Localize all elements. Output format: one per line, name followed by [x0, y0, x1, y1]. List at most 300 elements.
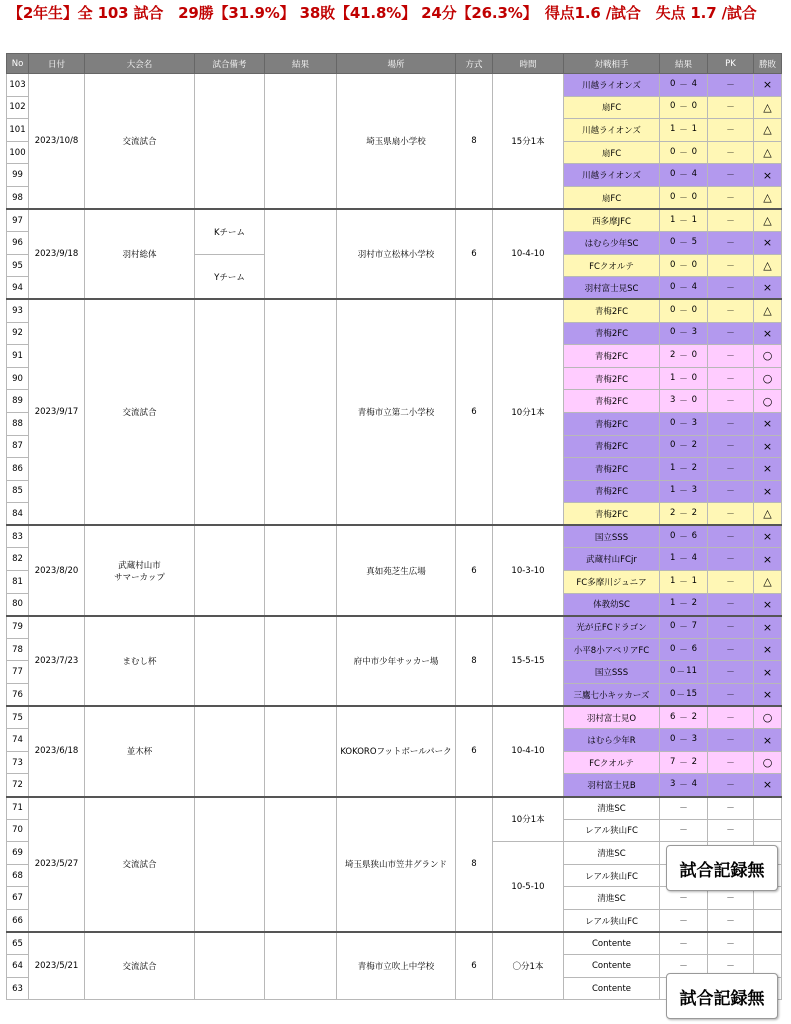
match-no: 84 — [7, 503, 29, 526]
score — [660, 192, 707, 204]
table-header-row — [7, 54, 782, 74]
win-loss-mark: × — [754, 525, 782, 548]
score-against: 4 — [691, 778, 697, 789]
score — [660, 101, 707, 113]
win-loss-mark — [754, 932, 782, 955]
score-separator: － — [679, 758, 688, 769]
match-date: 2023/9/18 — [29, 209, 85, 299]
score-cell — [660, 638, 708, 661]
win-loss-mark — [754, 797, 782, 820]
match-result — [265, 706, 337, 796]
score-cell — [660, 141, 708, 164]
score-separator: － — [679, 171, 688, 182]
score-cell — [660, 751, 708, 774]
tournament-name: 並木杯 — [85, 706, 195, 796]
score-against: 2 — [691, 756, 697, 767]
score-separator: － — [679, 397, 688, 408]
score-for: 0 — [670, 78, 676, 89]
header-no: No — [7, 54, 29, 74]
win-loss-mark: △ — [754, 571, 782, 594]
score-for: 0 — [670, 236, 676, 247]
pk-result: － — [708, 164, 754, 187]
table-row — [7, 616, 782, 639]
score-against: 11 — [686, 666, 697, 677]
match-time: 10-5-10 — [493, 842, 564, 932]
opponent-name: 川越ライオンズ — [564, 164, 660, 187]
match-no: 103 — [7, 74, 29, 97]
score-cell: － — [660, 819, 708, 842]
score-against: 3 — [691, 417, 697, 428]
score-for: 0 — [670, 169, 676, 180]
score-cell — [660, 412, 708, 435]
opponent-name: 西多摩JFC — [564, 209, 660, 232]
header-score: 結果 — [660, 54, 708, 74]
score-cell — [660, 480, 708, 503]
score — [660, 644, 707, 656]
match-no: 86 — [7, 458, 29, 481]
score-cell: － — [660, 909, 708, 932]
match-note — [195, 525, 265, 615]
score-against: 5 — [691, 236, 697, 247]
match-no: 68 — [7, 864, 29, 887]
match-no: 78 — [7, 638, 29, 661]
match-time: 15分1本 — [493, 74, 564, 210]
win-loss-mark: ○ — [754, 706, 782, 729]
win-loss-mark: × — [754, 638, 782, 661]
table-row — [7, 299, 782, 322]
match-no: 99 — [7, 164, 29, 187]
win-loss-mark: △ — [754, 96, 782, 119]
win-loss-mark: × — [754, 458, 782, 481]
opponent-name: 羽村富士見B — [564, 774, 660, 797]
header-result: 結果 — [265, 54, 337, 74]
tournament-name — [85, 525, 195, 615]
venue: 青梅市立吹上中学校 — [337, 932, 456, 1000]
pk-result: － — [708, 955, 754, 978]
score-against: 0 — [691, 304, 697, 315]
pk-result: － — [708, 751, 754, 774]
score-for: 0 — [670, 281, 676, 292]
score-against: 0 — [691, 349, 697, 360]
match-no: 102 — [7, 96, 29, 119]
match-no: 98 — [7, 186, 29, 209]
score — [660, 418, 707, 430]
no-record-note-2: 試合記録無 — [666, 973, 778, 1019]
match-no: 64 — [7, 955, 29, 978]
match-note: Yチーム — [195, 254, 265, 299]
score-for: 0 — [670, 417, 676, 428]
score-separator: － — [679, 351, 688, 362]
table-row — [7, 74, 782, 97]
match-no: 70 — [7, 819, 29, 842]
match-no: 95 — [7, 254, 29, 277]
opponent-name: 青梅2FC — [564, 299, 660, 322]
match-no: 72 — [7, 774, 29, 797]
win-loss-mark: × — [754, 729, 782, 752]
score-for: 0 — [670, 734, 676, 745]
header-note: 試合備考 — [195, 54, 265, 74]
match-no: 97 — [7, 209, 29, 232]
tournament-name: 交流試合 — [85, 932, 195, 1000]
score-against: 1 — [691, 575, 697, 586]
win-loss-mark: × — [754, 74, 782, 97]
win-loss-mark: × — [754, 684, 782, 707]
score-cell — [660, 232, 708, 255]
score-for: 0 — [670, 259, 676, 270]
season-summary: 【2年生】全 103 試合 29勝【31.9%】 38敗【41.8%】 24分【26.3%】 得点1.6 /試合 失点 1.7 /試合 — [8, 4, 757, 22]
match-result — [265, 932, 337, 1000]
score-separator: － — [679, 329, 688, 340]
score — [660, 598, 707, 610]
score — [660, 350, 707, 362]
score-against: 2 — [691, 598, 697, 609]
score-cell: － — [660, 955, 708, 978]
header-format: 方式 — [456, 54, 493, 74]
score-against: 0 — [691, 372, 697, 383]
opponent-name: 扇FC — [564, 96, 660, 119]
match-date: 2023/5/21 — [29, 932, 85, 1000]
score — [660, 260, 707, 272]
match-note: Kチーム — [195, 209, 265, 254]
score-separator: － — [679, 577, 688, 588]
score-for: 1 — [670, 575, 676, 586]
match-note — [195, 932, 265, 1000]
opponent-name: 青梅2FC — [564, 390, 660, 413]
score-cell: － — [660, 932, 708, 955]
score-cell — [660, 367, 708, 390]
score-cell — [660, 684, 708, 707]
match-note — [195, 616, 265, 706]
opponent-name: 清進SC — [564, 887, 660, 910]
score-against: 2 — [691, 462, 697, 473]
score-against: 7 — [691, 621, 697, 632]
score-cell — [660, 706, 708, 729]
score-for: 0 — [670, 327, 676, 338]
score-separator: － — [679, 487, 688, 498]
pk-result: － — [708, 571, 754, 594]
score-cell — [660, 164, 708, 187]
score-for: 0 — [670, 666, 676, 677]
score-separator: － — [679, 736, 688, 747]
score-cell — [660, 186, 708, 209]
score-for: 0 — [670, 643, 676, 654]
match-no: 100 — [7, 141, 29, 164]
pk-result: － — [708, 548, 754, 571]
opponent-name: 青梅2FC — [564, 412, 660, 435]
match-no: 73 — [7, 751, 29, 774]
match-time: 〇分1本 — [493, 932, 564, 1000]
match-no: 94 — [7, 277, 29, 300]
score-cell — [660, 729, 708, 752]
match-no: 101 — [7, 119, 29, 142]
score-for: 1 — [670, 462, 676, 473]
match-note — [195, 797, 265, 933]
score-against: 1 — [691, 214, 697, 225]
format: 6 — [456, 299, 493, 525]
opponent-name: Contente — [564, 932, 660, 955]
pk-result: － — [708, 232, 754, 255]
opponent-name: FCクオルテ — [564, 751, 660, 774]
score-separator: － — [679, 442, 688, 453]
pk-result: － — [708, 819, 754, 842]
tournament-name: 交流試合 — [85, 74, 195, 210]
score — [660, 237, 707, 249]
score — [660, 734, 707, 746]
score-cell — [660, 322, 708, 345]
opponent-name: 光が丘FCドラゴン — [564, 616, 660, 639]
score-separator: － — [679, 283, 688, 294]
win-loss-mark: × — [754, 480, 782, 503]
score-against: 6 — [691, 643, 697, 654]
pk-result: － — [708, 186, 754, 209]
score — [660, 757, 707, 769]
score-for: 2 — [670, 349, 676, 360]
pk-result: － — [708, 909, 754, 932]
win-loss-mark: × — [754, 661, 782, 684]
score-against: 6 — [691, 530, 697, 541]
opponent-name: 国立SSS — [564, 525, 660, 548]
match-no: 89 — [7, 390, 29, 413]
score-against: 0 — [691, 146, 697, 157]
score — [660, 327, 707, 339]
opponent-name: 青梅2FC — [564, 322, 660, 345]
venue: 青梅市立第二小学校 — [337, 299, 456, 525]
score-cell — [660, 593, 708, 616]
score — [660, 305, 707, 317]
score-cell — [660, 299, 708, 322]
match-date: 2023/9/17 — [29, 299, 85, 525]
pk-result: － — [708, 638, 754, 661]
score-cell — [660, 458, 708, 481]
format: 6 — [456, 706, 493, 796]
format: 6 — [456, 525, 493, 615]
win-loss-mark: × — [754, 164, 782, 187]
score — [660, 147, 707, 159]
pk-result: － — [708, 593, 754, 616]
header-pk: PK — [708, 54, 754, 74]
match-time: 10-4-10 — [493, 706, 564, 796]
pk-result: － — [708, 96, 754, 119]
match-no: 93 — [7, 299, 29, 322]
score-separator: － — [679, 645, 688, 656]
pk-result: － — [708, 458, 754, 481]
score — [660, 463, 707, 475]
opponent-name: 川越ライオンズ — [564, 119, 660, 142]
pk-result: － — [708, 277, 754, 300]
win-loss-mark: △ — [754, 299, 782, 322]
score-cell — [660, 661, 708, 684]
score-against: 3 — [691, 734, 697, 745]
header-tournament: 大会名 — [85, 54, 195, 74]
score-against: 2 — [691, 507, 697, 518]
match-result — [265, 616, 337, 706]
opponent-name: レアル狭山FC — [564, 864, 660, 887]
match-no: 66 — [7, 909, 29, 932]
match-no: 96 — [7, 232, 29, 255]
score — [660, 576, 707, 588]
match-no: 79 — [7, 616, 29, 639]
win-loss-mark: △ — [754, 503, 782, 526]
match-result — [265, 797, 337, 933]
score — [660, 485, 707, 497]
opponent-name: 羽村富士見O — [564, 706, 660, 729]
score-for: 1 — [670, 485, 676, 496]
pk-result: － — [708, 412, 754, 435]
win-loss-mark: × — [754, 277, 782, 300]
win-loss-mark: × — [754, 593, 782, 616]
score-against: 1 — [691, 123, 697, 134]
win-loss-mark: × — [754, 412, 782, 435]
match-no: 75 — [7, 706, 29, 729]
score-against: 0 — [691, 395, 697, 406]
match-no: 82 — [7, 548, 29, 571]
win-loss-mark: △ — [754, 119, 782, 142]
match-no: 65 — [7, 932, 29, 955]
header-time: 時間 — [493, 54, 564, 74]
tournament-name-line: 武蔵村山市 — [118, 560, 161, 571]
win-loss-mark: × — [754, 322, 782, 345]
score-against: 0 — [691, 191, 697, 202]
match-no: 69 — [7, 842, 29, 865]
score-against: 2 — [691, 440, 697, 451]
pk-result: － — [708, 729, 754, 752]
score — [660, 124, 707, 136]
score-separator: － — [679, 713, 688, 724]
score-cell — [660, 277, 708, 300]
pk-result: － — [708, 367, 754, 390]
opponent-name: 青梅2FC — [564, 480, 660, 503]
score — [660, 621, 707, 633]
win-loss-mark: × — [754, 232, 782, 255]
score-cell — [660, 119, 708, 142]
win-loss-mark: △ — [754, 141, 782, 164]
opponent-name: 小平8小アペリアFC — [564, 638, 660, 661]
pk-result: － — [708, 435, 754, 458]
venue: 埼玉県扇小学校 — [337, 74, 456, 210]
score — [660, 373, 707, 385]
score-cell — [660, 209, 708, 232]
score-separator: － — [679, 532, 688, 543]
match-result — [265, 299, 337, 525]
match-no: 77 — [7, 661, 29, 684]
opponent-name: レアル狭山FC — [564, 819, 660, 842]
score-separator: － — [679, 80, 688, 91]
score-cell — [660, 435, 708, 458]
score-cell — [660, 96, 708, 119]
opponent-name: 扇FC — [564, 141, 660, 164]
score — [660, 282, 707, 294]
pk-result: － — [708, 503, 754, 526]
score — [660, 712, 707, 724]
match-no: 91 — [7, 345, 29, 368]
match-no: 71 — [7, 797, 29, 820]
win-loss-mark: × — [754, 774, 782, 797]
score-separator: － — [679, 148, 688, 159]
win-loss-mark: ○ — [754, 751, 782, 774]
pk-result: － — [708, 209, 754, 232]
score-for: 0 — [670, 621, 676, 632]
score-cell — [660, 774, 708, 797]
tournament-name-line: サマーカップ — [114, 572, 165, 583]
opponent-name: 青梅2FC — [564, 458, 660, 481]
score-separator: － — [679, 125, 688, 136]
score-against: 3 — [691, 327, 697, 338]
pk-result: － — [708, 141, 754, 164]
match-no: 83 — [7, 525, 29, 548]
score-cell — [660, 571, 708, 594]
opponent-name: 清進SC — [564, 842, 660, 865]
score-separator: － — [679, 216, 688, 227]
score — [660, 508, 707, 520]
score — [660, 215, 707, 227]
pk-result: － — [708, 74, 754, 97]
score-against: 4 — [691, 281, 697, 292]
score-for: 0 — [670, 688, 676, 699]
win-loss-mark: △ — [754, 254, 782, 277]
score-separator: － — [679, 419, 688, 430]
win-loss-mark: ○ — [754, 390, 782, 413]
score-for: 0 — [670, 146, 676, 157]
win-loss-mark: ○ — [754, 345, 782, 368]
score-separator: － — [679, 623, 688, 634]
win-loss-mark: ○ — [754, 367, 782, 390]
score-cell — [660, 254, 708, 277]
score-cell: － — [660, 797, 708, 820]
match-time: 15-5-15 — [493, 616, 564, 706]
score-for: 1 — [670, 553, 676, 564]
score-separator: － — [679, 374, 688, 385]
score — [660, 553, 707, 565]
pk-result: － — [708, 932, 754, 955]
win-loss-mark: △ — [754, 186, 782, 209]
match-no: 63 — [7, 977, 29, 1000]
score — [660, 79, 707, 91]
table-row — [7, 706, 782, 729]
opponent-name: 青梅2FC — [564, 345, 660, 368]
table-row — [7, 209, 782, 232]
score-cell — [660, 390, 708, 413]
match-date: 2023/8/20 — [29, 525, 85, 615]
pk-result: － — [708, 480, 754, 503]
match-no: 90 — [7, 367, 29, 390]
win-loss-mark: × — [754, 616, 782, 639]
match-no: 85 — [7, 480, 29, 503]
score-against: 4 — [691, 169, 697, 180]
pk-result: － — [708, 119, 754, 142]
match-no: 80 — [7, 593, 29, 616]
score-separator: － — [679, 780, 688, 791]
win-loss-mark — [754, 909, 782, 932]
score-for: 0 — [670, 304, 676, 315]
header-opponent: 対戦相手 — [564, 54, 660, 74]
venue: 真如苑芝生広場 — [337, 525, 456, 615]
score-cell — [660, 525, 708, 548]
score-for: 2 — [670, 507, 676, 518]
venue: 府中市少年サッカー場 — [337, 616, 456, 706]
pk-result: － — [708, 390, 754, 413]
match-no: 88 — [7, 412, 29, 435]
format: 8 — [456, 797, 493, 933]
score-for: 3 — [670, 395, 676, 406]
score-for: 0 — [670, 191, 676, 202]
score-against: 2 — [691, 711, 697, 722]
format: 8 — [456, 74, 493, 210]
pk-result: － — [708, 525, 754, 548]
opponent-name: Contente — [564, 955, 660, 978]
score-against: 0 — [691, 259, 697, 270]
score-for: 0 — [670, 440, 676, 451]
score — [660, 666, 707, 678]
